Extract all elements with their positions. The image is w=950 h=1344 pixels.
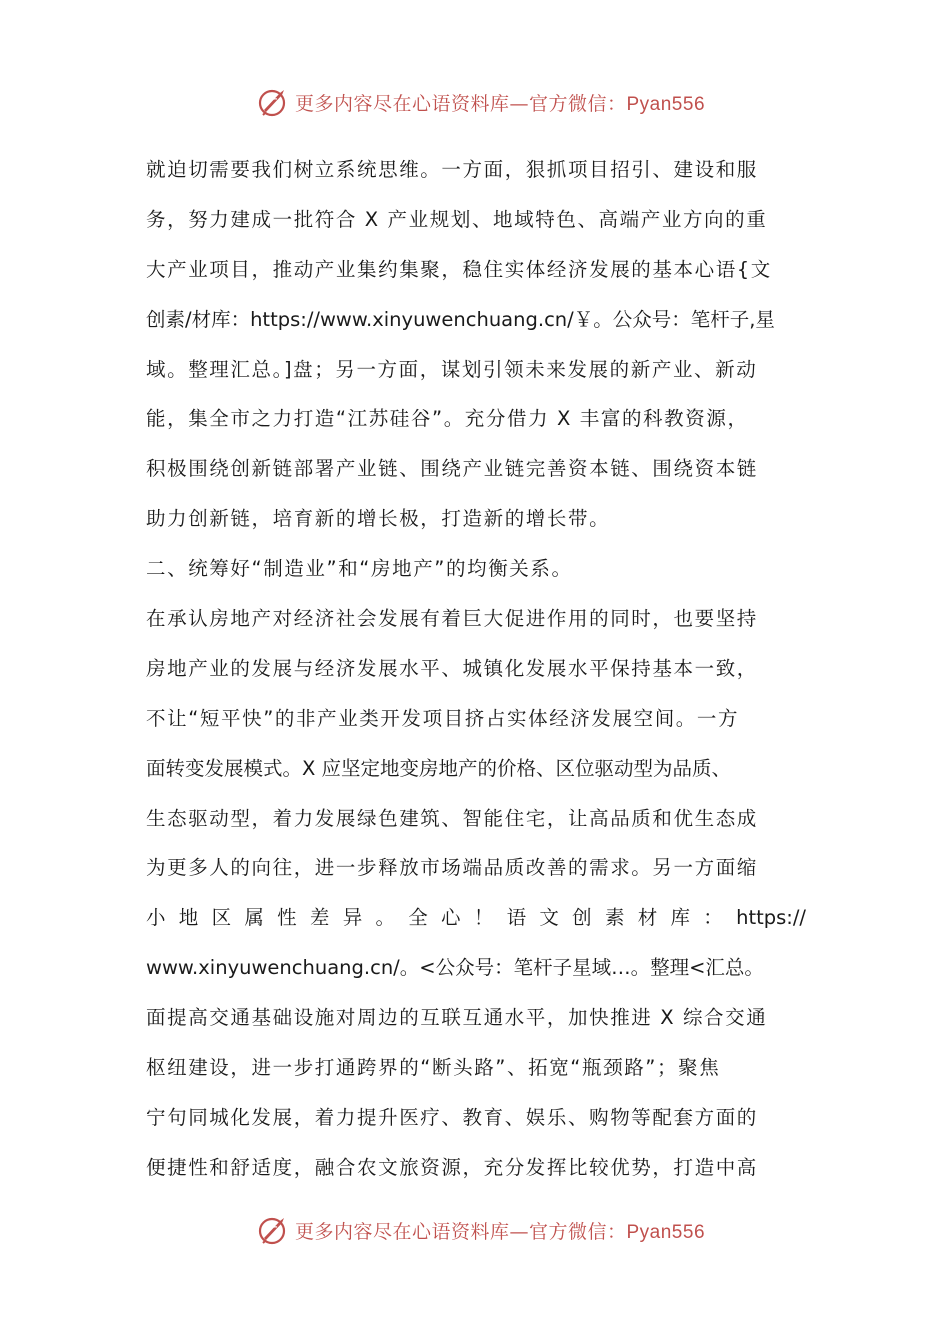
text-line: 能，集全市之力打造“江苏硅谷”。充分借力 X 丰富的科教资源， xyxy=(146,407,749,431)
text-line: 助力创新链，培育新的增长极，打造新的增长带。 xyxy=(146,507,611,531)
header-banner xyxy=(0,82,950,122)
header-banner-content xyxy=(255,84,705,120)
banner-slogan: 更多内容尽在心语资料库—官方微信： xyxy=(294,92,627,115)
text-line: www.xinyuwenchuang.cn/。<公众号：笔杆子星域…。整理<汇总。 xyxy=(146,956,764,980)
document-body xyxy=(146,145,806,1193)
text-line: 小 地 区 属 性 差 异 。 全 心 ！ 语 文 创 素 材 库 ： https:// xyxy=(146,906,806,930)
text-line: 不让“短平快”的非产业类开发项目挤占实体经济发展空间。一方 xyxy=(146,706,740,730)
text-line: 生态驱动型，着力发展绿色建筑、智能住宅，让高品质和优生态成 xyxy=(146,806,758,830)
text-line: 创素/材库：https://www.xinyuwenchuang.cn/￥。公众号：笔杆子,星 xyxy=(146,307,775,331)
text-line: 枢纽建设，进一步打通跨界的“断头路”、拓宽“瓶颈路”；聚焦 xyxy=(146,1056,721,1080)
footer-banner xyxy=(0,1210,950,1250)
pen-logo-icon xyxy=(255,1212,291,1248)
text-line: 务，努力建成一批符合 X 产业规划、地域特色、高端产业方向的重 xyxy=(146,207,768,231)
pen-logo-icon xyxy=(255,84,291,120)
footer-banner-content xyxy=(255,1212,705,1248)
text-line: 在承认房地产对经济社会发展有着巨大促进作用的同时，也要坚持 xyxy=(146,607,758,631)
text-line: 为更多人的向往，进一步释放市场端品质改善的需求。另一方面缩 xyxy=(146,856,758,880)
text-line: 房地产业的发展与经济发展水平、城镇化发展水平保持基本一致， xyxy=(146,656,758,680)
header-banner-text xyxy=(295,89,705,116)
banner-wechat-id: Pyan556 xyxy=(626,1221,706,1243)
banner-wechat-id: Pyan556 xyxy=(626,93,706,115)
text-line: 面提高交通基础设施对周边的互联互通水平，加快推进 X 综合交通 xyxy=(146,1006,768,1030)
text-line: 积极围绕创新链部署产业链、围绕产业链完善资本链、围绕资本链 xyxy=(146,457,758,481)
text-line: 域。整理汇总。]盘；另一方面，谋划引领未来发展的新产业、新动 xyxy=(146,357,758,381)
text-line: 面转变发展模式。X 应坚定地变房地产的价格、区位驱动型为品质、 xyxy=(146,756,732,780)
banner-slogan: 更多内容尽在心语资料库—官方微信： xyxy=(294,1220,627,1243)
text-line: 便捷性和舒适度，融合农文旅资源，充分发挥比较优势，打造中高 xyxy=(146,1155,758,1179)
text-line: 大产业项目，推动产业集约集聚，稳住实体经济发展的基本心语{文 xyxy=(146,257,772,281)
footer-banner-text xyxy=(295,1217,705,1244)
text-line: 宁句同城化发展，着力提升医疗、教育、娱乐、购物等配套方面的 xyxy=(146,1105,758,1129)
section-heading: 二、统筹好“制造业”和“房地产”的均衡关系。 xyxy=(146,557,573,581)
text-line: 就迫切需要我们树立系统思维。一方面，狠抓项目招引、建设和服 xyxy=(146,158,758,181)
